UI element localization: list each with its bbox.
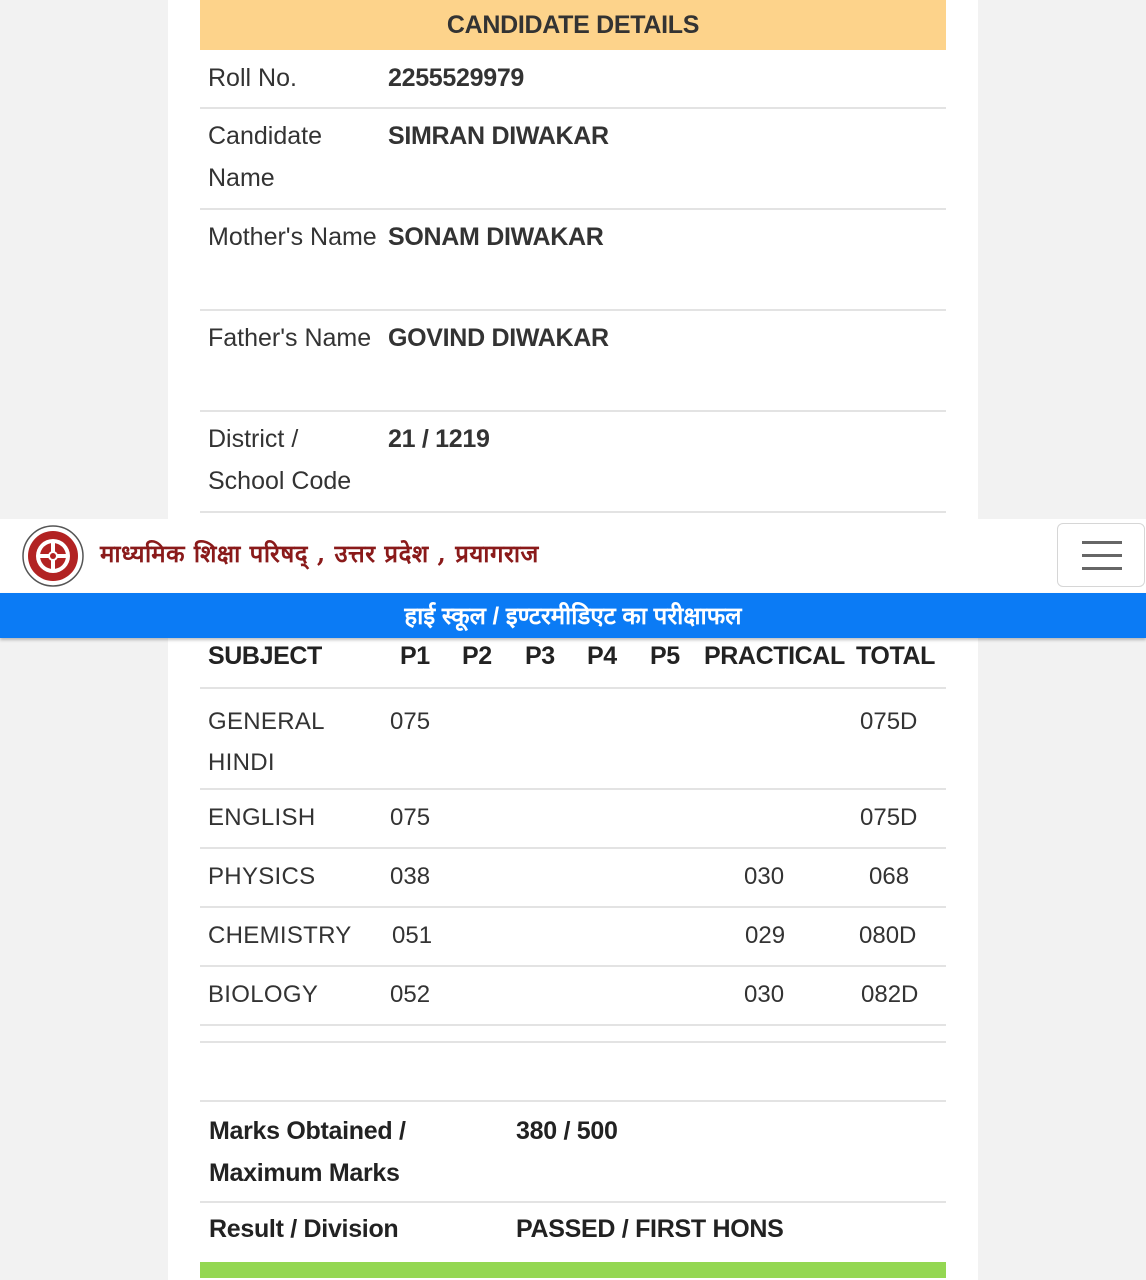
practical-cell: 030 xyxy=(744,981,785,1008)
total-cell: 068 xyxy=(869,863,910,890)
result-status-bar xyxy=(200,1262,946,1278)
table-spacer-row xyxy=(200,1043,946,1102)
marks-summary-row xyxy=(200,1102,946,1203)
candidate-details-header: CANDIDATE DETAILS xyxy=(200,0,946,50)
header-p4: P4 xyxy=(587,642,617,670)
p1-cell: 051 xyxy=(392,922,433,949)
p1-cell: 038 xyxy=(390,863,431,890)
header-total: TOTAL xyxy=(856,642,936,670)
father-name-value: GOVIND DIWAKAR xyxy=(388,324,609,352)
total-cell: 075D xyxy=(860,708,918,735)
hamburger-menu-button[interactable] xyxy=(1057,523,1145,587)
district-school-label: District / School Code xyxy=(208,425,352,495)
table-row xyxy=(200,908,946,967)
p1-cell: 075 xyxy=(390,708,431,735)
header-p5: P5 xyxy=(650,642,680,670)
result-banner: हाई स्कूल / इण्टरमीडिएट का परीक्षाफल xyxy=(0,593,1146,638)
subject-cell: BIOLOGY xyxy=(208,981,319,1008)
candidate-row-name xyxy=(200,109,946,210)
subject-cell: PHYSICS xyxy=(208,863,316,890)
table-row xyxy=(200,967,946,1026)
header-practical: PRACTICAL xyxy=(704,642,845,670)
table-row xyxy=(200,689,946,790)
site-header xyxy=(0,519,1146,593)
p1-cell: 052 xyxy=(390,981,431,1008)
candidate-row-roll-no xyxy=(200,50,946,109)
up-board-emblem-icon[interactable] xyxy=(22,525,84,587)
table-row xyxy=(200,849,946,908)
header-p2: P2 xyxy=(462,642,492,670)
practical-cell: 029 xyxy=(745,922,786,949)
p1-cell: 075 xyxy=(390,804,431,831)
header-subject: SUBJECT xyxy=(208,642,322,670)
total-cell: 080D xyxy=(859,922,917,949)
site-title[interactable]: माध्यमिक शिक्षा परिषद् , उत्तर प्रदेश , प्रयागराज xyxy=(100,539,539,568)
candidate-name-label: Candidate Name xyxy=(208,122,322,192)
subject-cell: CHEMISTRY xyxy=(208,922,352,949)
subject-cell: ENGLISH xyxy=(208,804,316,831)
marks-obtained-value: 380 / 500 xyxy=(516,1117,618,1145)
district-school-value: 21 / 1219 xyxy=(388,425,490,453)
roll-no-label: Roll No. xyxy=(208,64,297,92)
marks-table-header xyxy=(200,638,946,689)
result-division-label: Result / Division xyxy=(209,1215,399,1243)
candidate-name-value: SIMRAN DIWAKAR xyxy=(388,122,609,150)
practical-cell: 030 xyxy=(744,863,785,890)
table-row xyxy=(200,790,946,849)
table-spacer-row xyxy=(200,1026,946,1043)
mother-name-value: SONAM DIWAKAR xyxy=(388,223,604,251)
candidate-row-district xyxy=(200,412,946,513)
subject-cell: GENERAL HINDI xyxy=(208,708,324,776)
father-name-label: Father's Name xyxy=(208,324,372,352)
roll-no-value: 2255529979 xyxy=(388,64,525,92)
result-division-value: PASSED / FIRST HONS xyxy=(516,1215,784,1243)
result-division-row xyxy=(200,1203,946,1262)
header-p1: P1 xyxy=(400,642,430,670)
hamburger-menu-icon xyxy=(1082,541,1122,544)
candidate-row-mother xyxy=(200,210,946,311)
mother-name-label: Mother's Name xyxy=(208,223,377,251)
marks-obtained-label: Marks Obtained / Maximum Marks xyxy=(209,1117,406,1187)
total-cell: 082D xyxy=(861,981,919,1008)
candidate-row-father xyxy=(200,311,946,412)
total-cell: 075D xyxy=(860,804,918,831)
header-p3: P3 xyxy=(525,642,555,670)
